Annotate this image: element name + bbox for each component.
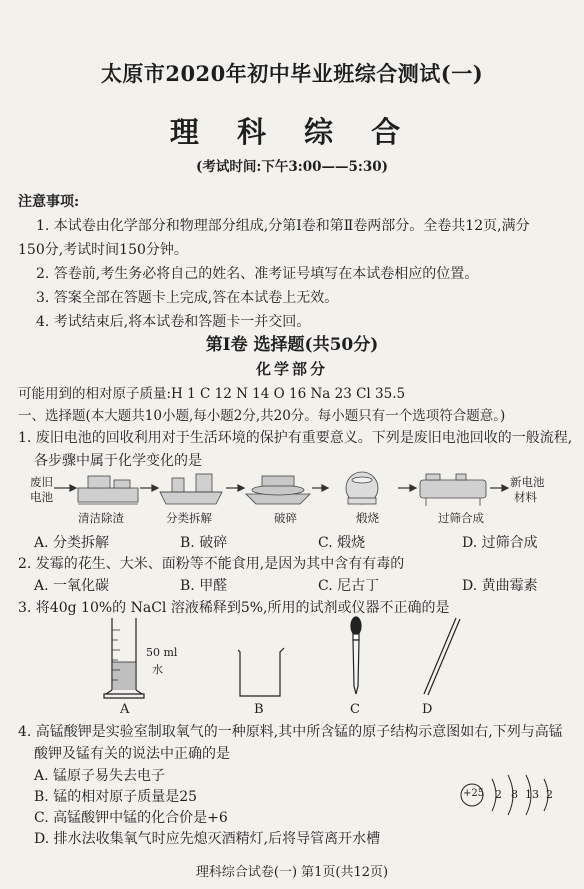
nucleus-charge: +25 (463, 788, 485, 799)
water-label: 水 (152, 663, 163, 676)
q2-option-a: A. 一氧化碳 (34, 578, 110, 594)
flow-end: 新电池 (510, 475, 545, 489)
apparatus-letter-c: C (350, 702, 360, 717)
q2-stem: 2. 发霉的花生、大米、面粉等不能食用,是因为其中含有有毒的 (18, 556, 405, 572)
q4-option-b: B. 锰的相对原子质量是25 (34, 789, 198, 805)
note-item: 4. 考试结束后,将本试卷和答题卡一并交回。 (36, 314, 311, 330)
q1-option-b: B. 破碎 (180, 535, 228, 551)
crusher-machine-icon (246, 476, 310, 504)
flow-start-line2: 电池 (30, 490, 53, 504)
flow-start: 废旧 (30, 475, 53, 489)
note-item: 150分,考试时间150分钟。 (18, 242, 188, 258)
cylinder-volume-label: 50 ml (146, 646, 178, 659)
electron-shell: 8 (511, 788, 518, 801)
q4-option-c: C. 高锰酸钾中锰的化合价是+6 (34, 810, 228, 826)
page-footer: 理科综合试卷(一) 第1页(共12页) (195, 865, 389, 880)
note-item: 2. 答卷前,考生务必将自己的姓名、准考证号填写在本试卷相应的位置。 (36, 266, 479, 282)
electron-shell: 13 (525, 788, 539, 801)
graduated-cylinder-icon (104, 618, 144, 698)
dropper-icon (351, 617, 361, 694)
flow-step-label: 破碎 (274, 511, 297, 525)
flow-step-label: 清洁除渣 (78, 511, 124, 525)
exam-title: 太原市2020年初中毕业班综合测试(一) (100, 61, 484, 86)
q4-stem: 4. 高锰酸钾是实验室制取氧气的一种原料,其中所含锰的原子结构示意图如右,下列与高锰 (18, 724, 563, 740)
flow-end-line2: 材料 (514, 490, 537, 504)
beaker-icon (238, 648, 284, 696)
q4-stem-line2: 酸钾及锰有关的说法中正确的是 (34, 746, 230, 762)
apparatus-diagram (0, 610, 584, 710)
q1-option-c: C. 煅烧 (318, 535, 366, 551)
sieving-machine-icon (420, 474, 486, 506)
calcination-furnace-icon (346, 472, 378, 504)
flow-step-label: 过筛合成 (438, 511, 484, 525)
cleaning-machine-icon (78, 476, 138, 504)
apparatus-letter-d: D (422, 702, 433, 717)
apparatus-letter-a: A (120, 702, 130, 717)
note-item: 3. 答案全部在答题卡上完成,答在本试卷上无效。 (36, 290, 339, 306)
q3-stem: 3. 将40g 10%的 NaCl 溶液稀释到5%,所用的试剂或仪器不正确的是 (18, 600, 450, 616)
section-instruction: 一、选择题(本大题共10小题,每小题2分,共20分。每小题只有一个选项符合题意。) (18, 408, 506, 424)
flow-step-label: 煅烧 (356, 511, 379, 525)
note-item: 1. 本试卷由化学部分和物理部分组成,分第Ⅰ卷和第Ⅱ卷两部分。全卷共12页,满分 (36, 218, 530, 234)
subject-title: 理 科 综 合 (169, 115, 415, 149)
dismantling-machine-icon (160, 474, 222, 504)
q4-option-d: D. 排水法收集氧气时应先熄灭酒精灯,后将导管离开水槽 (34, 831, 381, 847)
section-title: 第Ⅰ卷 选择题(共50分) (205, 335, 379, 355)
flow-step-label: 分类拆解 (166, 511, 212, 525)
q2-option-d: D. 黄曲霉素 (462, 578, 538, 594)
apparatus-letter-b: B (254, 702, 264, 717)
q1-stem-line2: 各步骤中属于化学变化的是 (34, 453, 202, 469)
q2-option-c: C. 尼古丁 (318, 578, 380, 594)
q2-option-b: B. 甲醛 (180, 578, 228, 594)
q1-stem: 1. 废旧电池的回收利用对于生活环境的保护有重要意义。下列是废旧电池回收的一般流程, (18, 430, 573, 446)
q4-option-a: A. 锰原子易失去电子 (34, 768, 166, 784)
electron-shell: 2 (546, 788, 553, 801)
electron-shell: 2 (495, 788, 502, 801)
notes-heading: 注意事项: (18, 194, 80, 210)
atomic-masses: 可能用到的相对原子质量:H 1 C 12 N 14 O 16 Na 23 Cl 35.5 (18, 386, 406, 402)
exam-time: (考试时间:下午3:00——5:30) (195, 159, 389, 175)
glass-rod-icon (424, 618, 460, 695)
q1-option-d: D. 过筛合成 (462, 535, 538, 551)
q1-option-a: A. 分类拆解 (34, 535, 110, 551)
chemistry-part-title: 化学部分 (255, 360, 328, 378)
